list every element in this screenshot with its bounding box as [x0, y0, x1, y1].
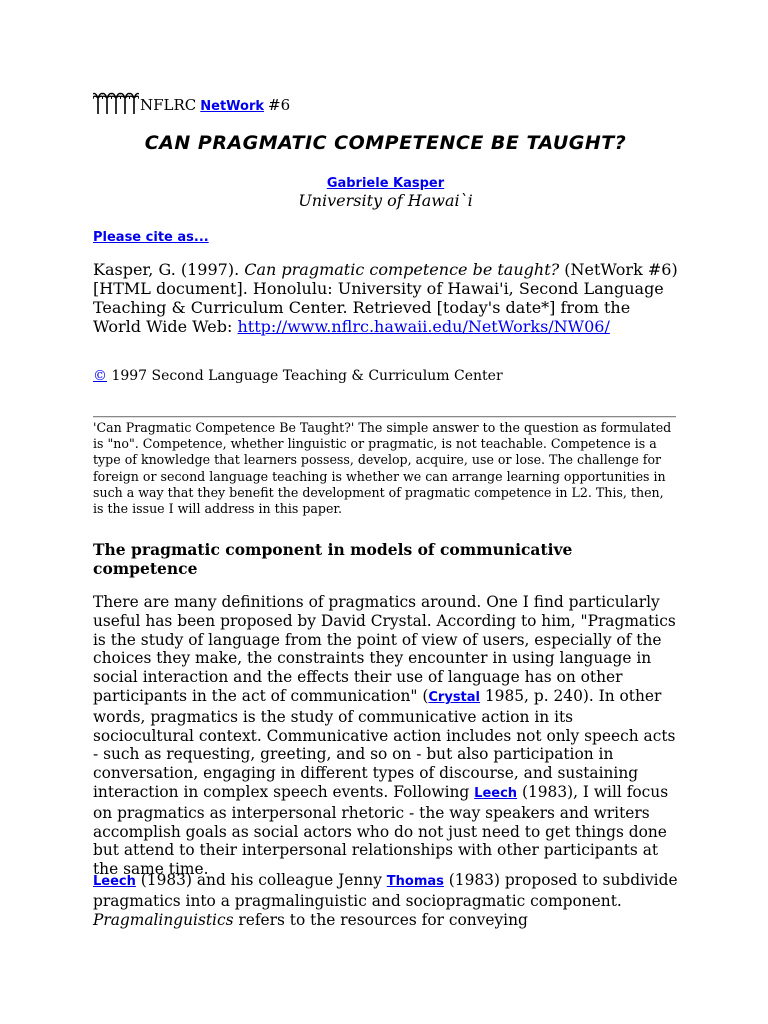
logo — [93, 92, 138, 114]
section-heading: The pragmatic component in models of communicative competence — [93, 540, 573, 578]
header — [93, 88, 290, 114]
palm-tree-icon — [111, 92, 120, 114]
paragraph-text: (1983), I will focus on pragmatics as interpersonal rhetoric - the way speakers and writers accomplish goals as social actors who do not just need to get things done but attend to their interpersonal relationships with other participants at the same time. — [93, 782, 669, 879]
paragraph-text: (1983) proposed to subdivide pragmatics into a pragmalinguistic and sociopragmatic component. — [93, 871, 678, 910]
page-title: CAN PRAGMATIC COMPETENCE BE TAUGHT? — [144, 132, 627, 154]
thomas-reference-link[interactable]: Thomas — [386, 874, 444, 889]
author-affiliation: University of Hawai`i — [298, 191, 473, 210]
palm-tree-icon — [120, 92, 129, 114]
body-paragraph — [93, 593, 678, 879]
term-italic: Pragmalinguistics — [93, 910, 234, 929]
palm-tree-icon — [102, 92, 111, 114]
paragraph-text: (1983) and his colleague Jenny — [135, 871, 387, 889]
paragraph-text: There are many definitions of pragmatics around. One I find particularly useful has been proposed by David Crystal. According to him, "Pragmatics is the study of language from the point of view of users, especially of the choices they make, the constraints they encounter in using language in social interaction and the effects their use of language has on other participants in the act of communication" ( — [93, 593, 676, 705]
issue-number: #6 — [268, 96, 291, 114]
copyright-line — [93, 368, 503, 384]
body-paragraph — [93, 871, 678, 929]
citation-text: (NetWork #6) [HTML document]. Honolulu: University of Hawai'i, Second Language Teaching & Curriculum Center. Retrieved [today's date*] from the World Wide Web: — [93, 260, 678, 336]
cite-section — [93, 226, 209, 245]
cite-link[interactable]: Please cite as... — [93, 230, 209, 245]
citation — [93, 260, 678, 336]
author-link[interactable]: Gabriele Kasper — [326, 176, 445, 191]
citation-text: Kasper, G. (1997). — [93, 260, 245, 279]
citation-title: Can pragmatic competence be taught? — [244, 260, 560, 279]
divider — [93, 416, 676, 418]
palm-tree-icon — [93, 92, 102, 114]
author-line — [93, 172, 678, 191]
abstract: 'Can Pragmatic Competence Be Taught?' The simple answer to the question as formulated is "no". Competence, whether linguistic or pragmatic, is not teachable. Competence is a type of knowledge that learners possess, develop, acquire, use or lose. The challenge for foreign or second language teaching is whether we can arrange learning opportunities in such a way that they benefit the development of pragmatic competence in L2. This, then, is the issue I will address in this paper. — [93, 420, 672, 517]
org-name: NFLRC — [140, 96, 197, 114]
leech-reference-link[interactable]: Leech — [474, 785, 518, 801]
copyright-link[interactable]: © — [93, 368, 107, 384]
paragraph-text: 1985, p. 240). In other words, pragmatics is the study of communicative action in its sociocultural context. Communicative action includes not only speech acts - such as requesting, greeting, and so on - but also participation in conversation, engaging in different types of discourse, and sustaining interaction in complex speech events. Following — [93, 686, 676, 801]
palm-tree-icon — [129, 92, 138, 114]
leech-reference-link[interactable]: Leech — [93, 874, 136, 889]
crystal-reference-link[interactable]: Crystal — [428, 689, 480, 705]
copyright-text: 1997 Second Language Teaching & Curriculum Center — [107, 368, 503, 384]
citation-url-link[interactable]: http://www.nflrc.hawaii.edu/NetWorks/NW06/ — [237, 317, 610, 336]
paragraph-text: refers to the resources for conveying — [233, 910, 528, 929]
network-link[interactable]: NetWork — [200, 99, 265, 114]
